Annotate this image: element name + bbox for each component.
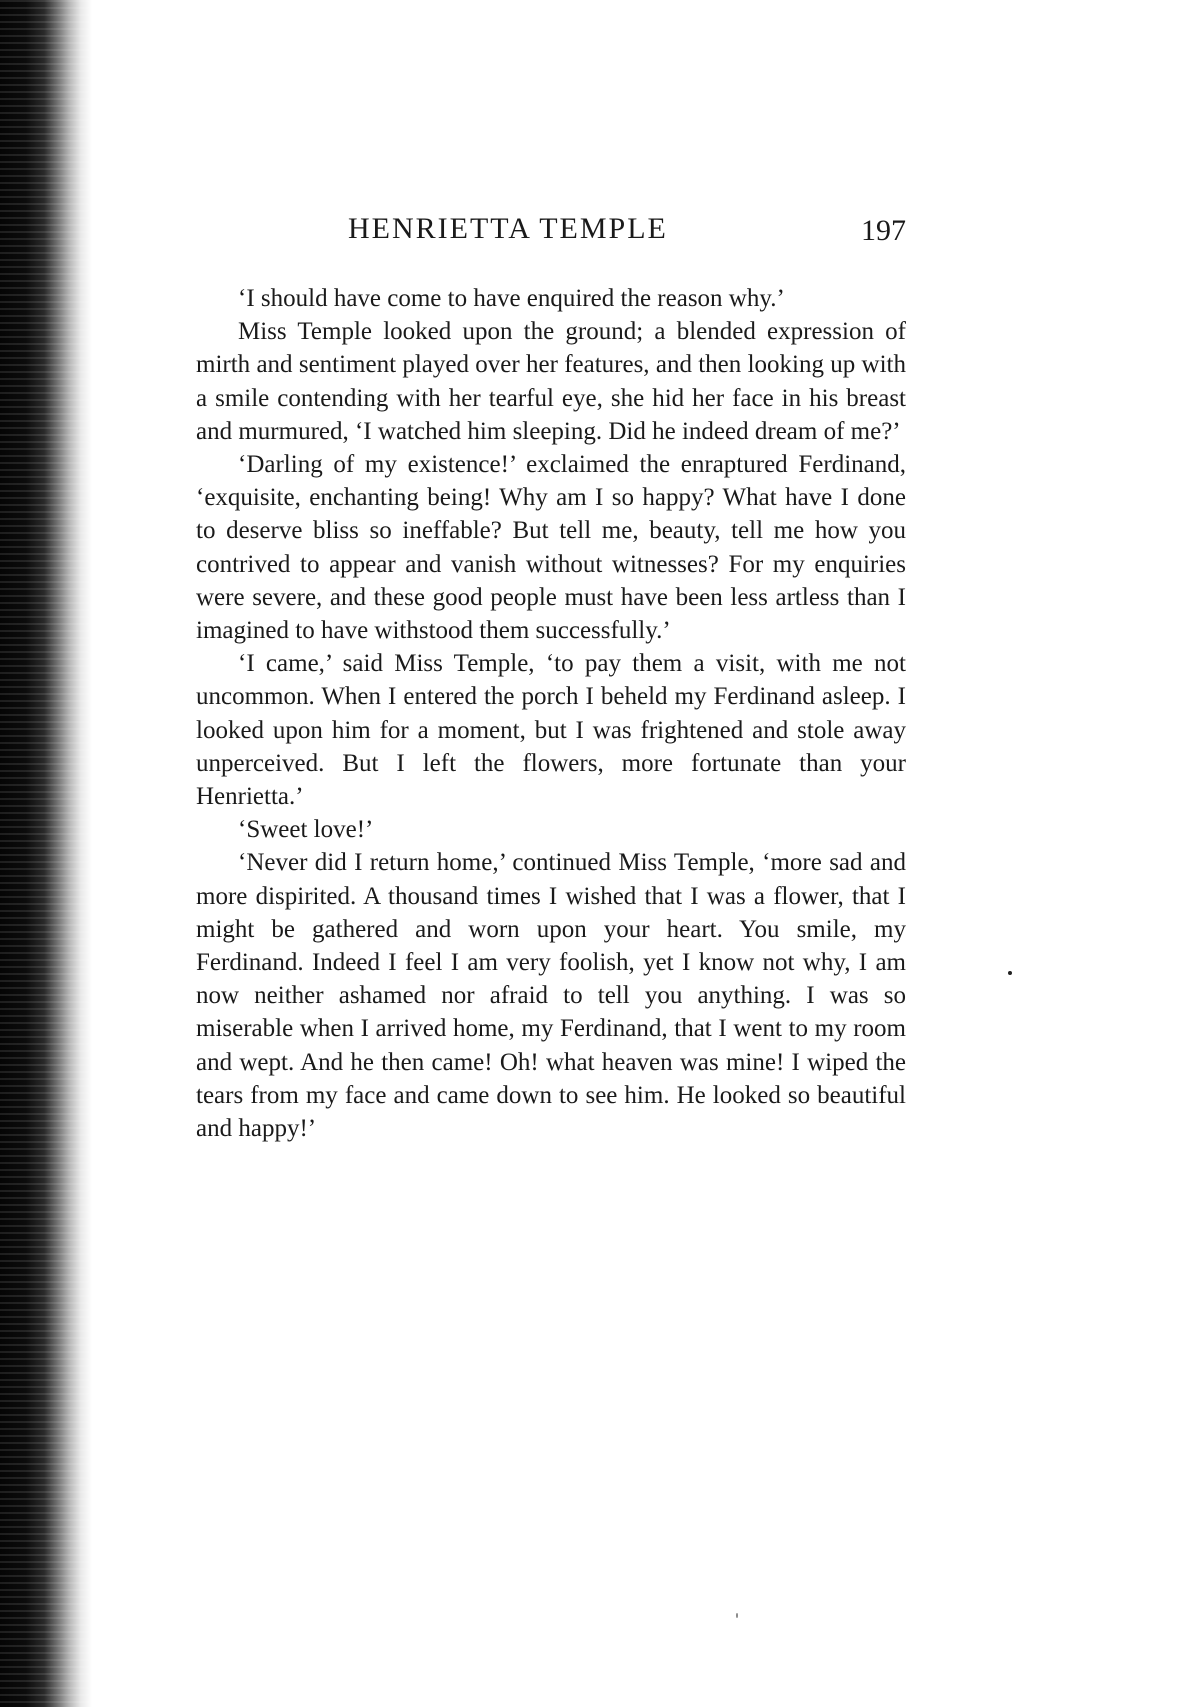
paragraph: ‘I came,’ said Miss Temple, ‘to pay them a visit, with me not uncommon. When I entered the porch I beheld my Ferdinand asleep. I looked upon him for a moment, but I was frightened and stole away unperceived. But I left the flowers, more fortunate than your Henrietta.’	[196, 650, 906, 811]
paragraph: ‘Sweet love!’	[238, 816, 374, 844]
page-header	[196, 212, 906, 258]
paragraph: Miss Temple looked upon the ground; a blended expression of mirth and sentiment played over her features, and then looking up with a smile contending with her tearful eye, she hid her face in his breast and murmured, ‘I watched him sleeping. Did he indeed dream of me?’	[196, 318, 906, 445]
book-binding-edge	[0, 0, 92, 1707]
paragraph: ‘Never did I return home,’ continued Miss Temple, ‘more sad and more dispirited. A thousand times I wished that I was a flower, that I might be gathered and worn upon your heart. You smile, my Ferdinand. Indeed I feel I am very foolish, yet I know not why, I am now neither ashamed nor afraid to tell you anything. I was so miserable when I arrived home, my Ferdinand, that I went to my room and wept. And he then came! Oh! what heaven was mine! I wiped the tears from my face and came down to see him. He looked so beautiful and happy!’	[196, 849, 906, 1143]
running-title: HENRIETTA TEMPLE	[348, 212, 668, 245]
page-number: 197	[861, 214, 906, 247]
ink-speck	[736, 1613, 738, 1618]
paragraph: ‘I should have come to have enquired the reason why.’	[238, 285, 785, 312]
paragraph: ‘Darling of my existence!’ exclaimed the enraptured Ferdinand, ‘exquisite, enchanting being! Why am I so happy? What have I done to deserve bliss so ineffable? But tell me, beauty, tell me how you contrived to appear and vanish without witnesses? For my enquiries were severe, and these good people must have been less artless than I imagined to have withstood them successfully.’	[196, 451, 906, 645]
body-text	[196, 282, 906, 1145]
ink-speck	[1008, 971, 1012, 975]
